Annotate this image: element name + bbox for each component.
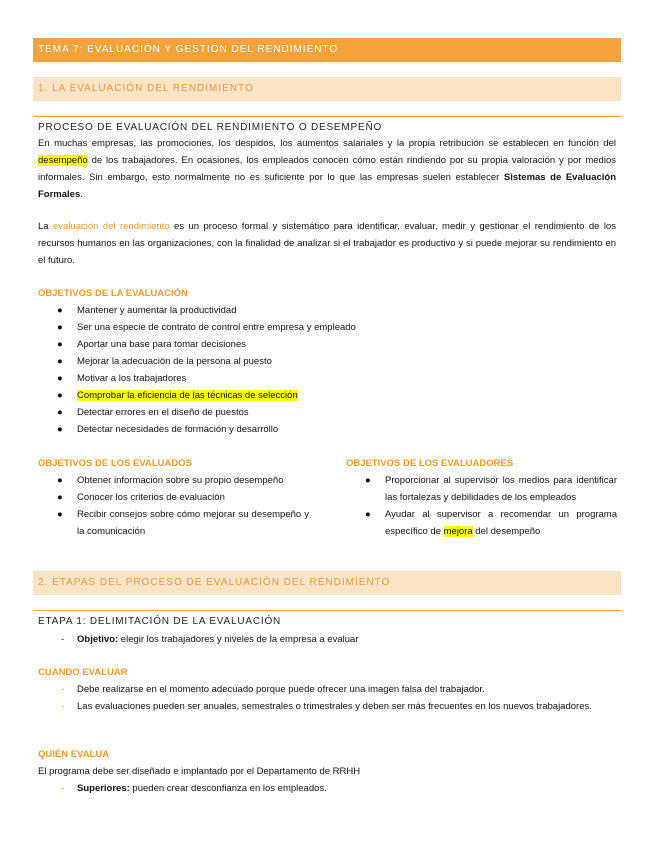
list-cuando-evaluar xyxy=(61,681,617,715)
heading-quien-evalua: QUIÉN EVALUA xyxy=(38,749,110,760)
list-item: ● Aportar una base para tomar decisiones xyxy=(57,339,246,350)
list-item: - Debe realizarse en el momento adecuado porque puede ofrecer una imagen falsa del trabajador. xyxy=(61,684,485,695)
list-objetivo xyxy=(61,631,617,648)
highlight-desempeno: desempeño xyxy=(38,155,88,166)
document-title: TEMA 7: EVALUACIÓN Y GESTIÓN DEL RENDIMIENTO xyxy=(33,38,621,62)
list-item: ● Ayudar al supervisor a recomendar un programa específico de mejora del desempeño xyxy=(365,509,617,537)
paragraph-intro: En muchas empresas, las promociones, los despidos, los aumentos salariales y la propia retribución se establecen en función del desempeño de los trabajadores. En ocasiones, los empleados conocen cómo están rindiendo por su propia valoración y por medios informales. Sin embargo, esto normalmente no es suficiente por lo que las empresas suelen establecer Sistemas de Evaluación Formales. xyxy=(38,138,617,200)
list-item-highlighted: ● Comprobar la eficiencia de las técnicas de selección xyxy=(57,390,298,401)
heading-objetivos-evaluacion: OBJETIVOS DE LA EVALUACIÓN xyxy=(38,288,188,299)
list-item: ● Proporcionar al supervisor los medios para identificar las fortalezas y debilidades de los empleados xyxy=(365,475,617,503)
list-objetivos-evaluados xyxy=(57,472,309,540)
subheading-proceso: PROCESO DE EVALUACIÓN DEL RENDIMIENTO O DESEMPEÑO xyxy=(38,122,383,133)
list-item: - Objetivo: elegir los trabajadores y niveles de la empresa a evaluar xyxy=(61,634,359,645)
paragraph-definition: La evaluación del rendimiento es un proceso formal y sistemático para identificar, evaluar, medir y gestionar el rendimiento de los recursos humanos en las organizaciones, con la finalidad de analizar si el trabajador es productivo y si puede mejorar su rendimiento en el futuro. xyxy=(38,221,616,266)
list-item: - Superiores: pueden crear desconfianza en los empleados. xyxy=(61,783,327,794)
list-item: ● Motivar a los trabajadores xyxy=(57,373,187,384)
list-item: ● Detectar necesidades de formación y desarrollo xyxy=(57,424,279,435)
list-item: ● Mejorar la adecuación de la persona al puesto xyxy=(57,356,272,367)
section-1-title: 1. LA EVALUACIÓN DEL RENDIMIENTO xyxy=(33,77,621,101)
list-quien-evalua xyxy=(61,780,617,797)
subheading-etapa-1: ETAPA 1: DELIMITACIÓN DE LA EVALUACIÓN xyxy=(38,616,282,627)
list-item: ● Detectar errores en el diseño de puestos xyxy=(57,407,249,418)
heading-objetivos-evaluados: OBJETIVOS DE LOS EVALUADOS xyxy=(38,458,192,469)
list-item: - Las evaluaciones pueden ser anuales, semestrales o trimestrales y deben ser más frecuentes en los nuevos trabajadores. xyxy=(61,701,592,712)
list-objetivos-evaluadores xyxy=(365,472,617,540)
section-divider xyxy=(33,116,621,117)
highlight-mejora: mejora xyxy=(443,526,473,537)
list-item: ● Conocer los criterios de evaluación xyxy=(57,492,225,503)
paragraph-quien-evalua: El programa debe ser diseñado e implantado por el Departamento de RRHH xyxy=(38,766,361,777)
list-item: ● Obtener información sobre su propio desempeño xyxy=(57,475,284,486)
list-item: ● Mantener y aumentar la productividad xyxy=(57,305,237,316)
list-item: ● Recibir consejos sobre cómo mejorar su desempeño y la comunicación xyxy=(57,509,309,537)
heading-cuando-evaluar: CUANDO EVALUAR xyxy=(38,667,128,678)
list-item: ● Ser una especie de contrato de control entre empresa y empleado xyxy=(57,322,356,333)
keyword-evaluacion: evaluación del rendimiento xyxy=(53,221,170,232)
section-2-title: 2. ETAPAS DEL PROCESO DE EVALUACIÓN DEL RENDIMIENTO xyxy=(33,571,621,595)
list-objetivos-evaluacion xyxy=(57,302,617,438)
section-divider xyxy=(33,610,621,611)
heading-objetivos-evaluadores: OBJETIVOS DE LOS EVALUADORES xyxy=(346,458,514,469)
